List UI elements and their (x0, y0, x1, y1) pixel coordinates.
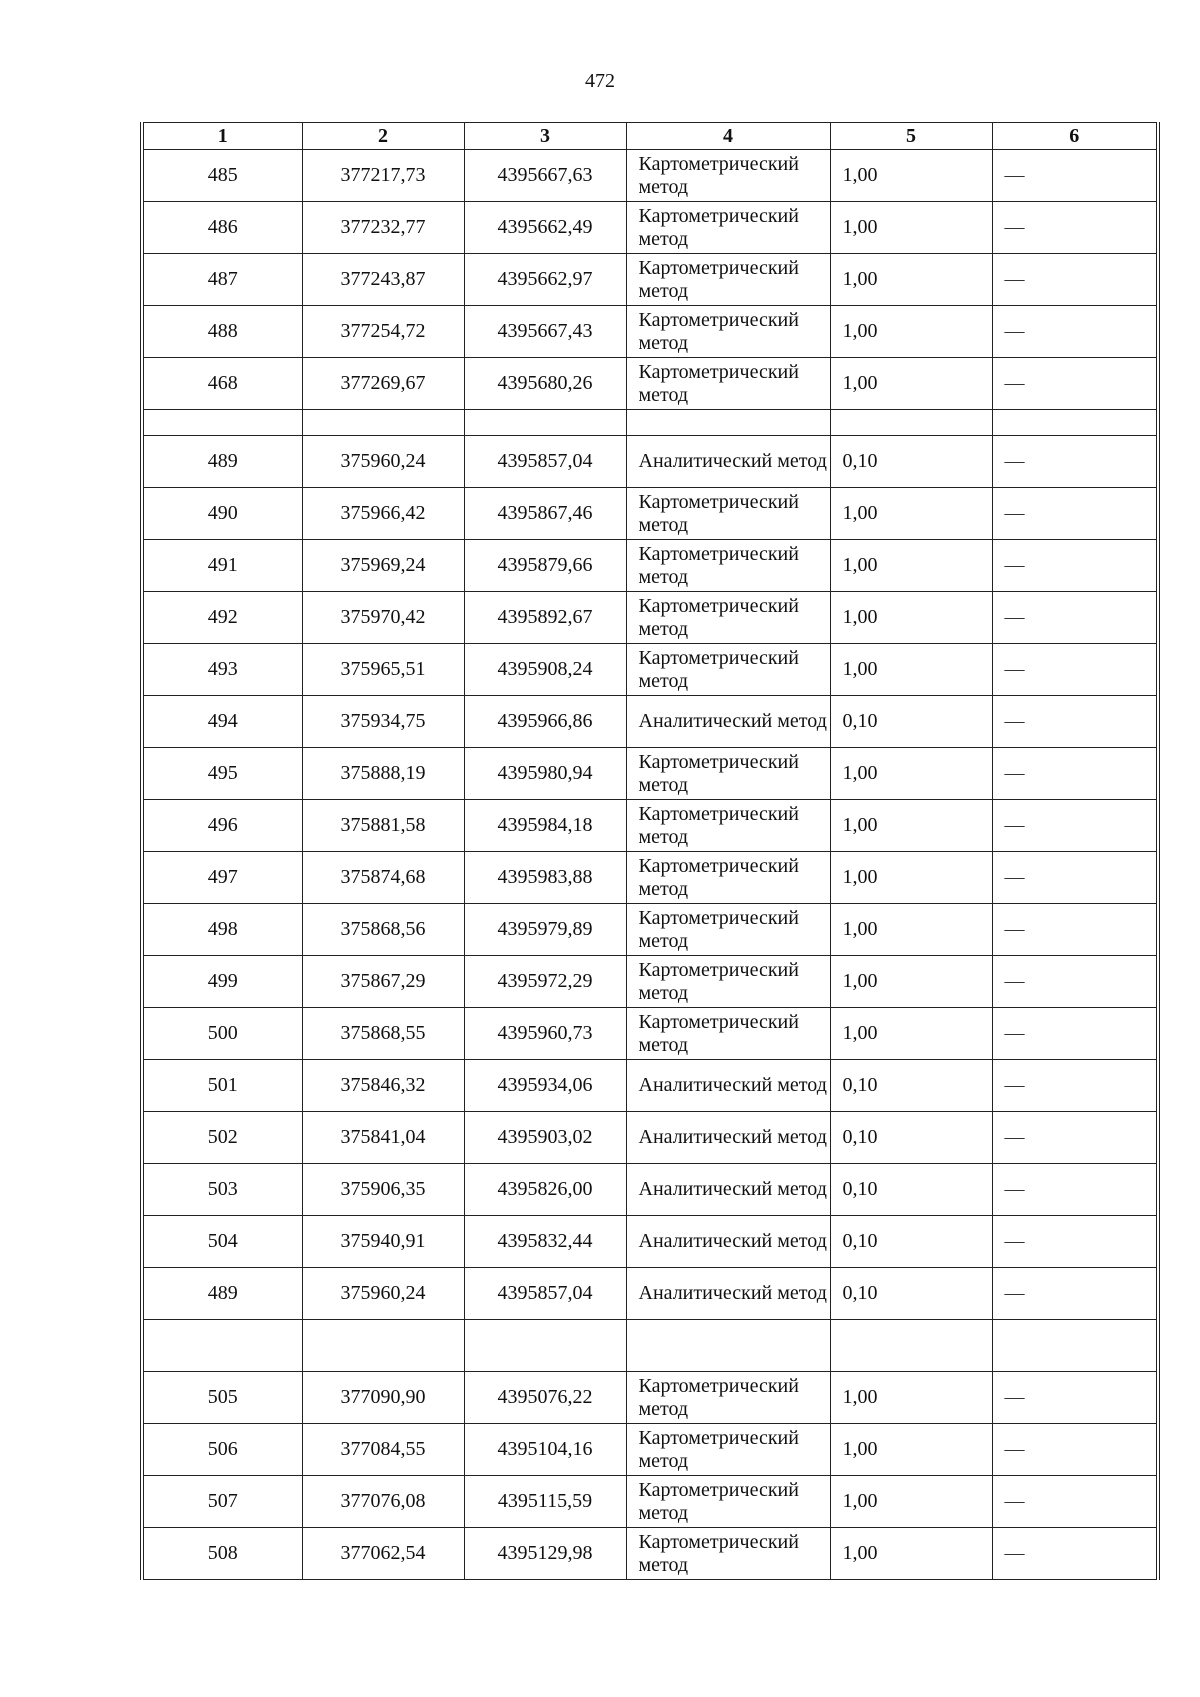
y-coordinate-cell: 4395879,66 (464, 540, 626, 592)
header-col-2: 2 (302, 123, 464, 150)
note-cell: — (992, 436, 1158, 488)
x-coordinate-cell: 375965,51 (302, 644, 464, 696)
accuracy-cell: 1,00 (830, 748, 992, 800)
note-cell: — (992, 1372, 1158, 1424)
accuracy-cell: 1,00 (830, 358, 992, 410)
method-cell: Аналитический метод (626, 1060, 830, 1112)
empty-cell (992, 410, 1158, 436)
y-coordinate-cell: 4395908,24 (464, 644, 626, 696)
empty-cell (830, 410, 992, 436)
note-cell: — (992, 150, 1158, 202)
note-cell: — (992, 800, 1158, 852)
y-coordinate-cell: 4395129,98 (464, 1528, 626, 1580)
empty-cell (302, 410, 464, 436)
method-cell: Картометрический метод (626, 254, 830, 306)
empty-cell (142, 410, 302, 436)
method-cell: Картометрический метод (626, 644, 830, 696)
x-coordinate-cell: 377232,77 (302, 202, 464, 254)
y-coordinate-cell: 4395960,73 (464, 1008, 626, 1060)
point-number-cell: 505 (142, 1372, 302, 1424)
empty-cell (464, 410, 626, 436)
method-cell: Картометрический метод (626, 852, 830, 904)
method-cell: Аналитический метод (626, 696, 830, 748)
accuracy-cell: 1,00 (830, 800, 992, 852)
accuracy-cell: 0,10 (830, 1216, 992, 1268)
method-cell: Картометрический метод (626, 306, 830, 358)
table-row (142, 1476, 1158, 1528)
table-row (142, 1164, 1158, 1216)
header-row (142, 123, 1158, 150)
method-cell: Картометрический метод (626, 1476, 830, 1528)
accuracy-cell: 0,10 (830, 1268, 992, 1320)
point-number-cell: 489 (142, 436, 302, 488)
method-cell: Аналитический метод (626, 1164, 830, 1216)
table-row (142, 1008, 1158, 1060)
x-coordinate-cell: 375960,24 (302, 436, 464, 488)
y-coordinate-cell: 4395903,02 (464, 1112, 626, 1164)
point-number-cell: 508 (142, 1528, 302, 1580)
accuracy-cell: 1,00 (830, 1372, 992, 1424)
y-coordinate-cell: 4395667,43 (464, 306, 626, 358)
note-cell: — (992, 1112, 1158, 1164)
note-cell: — (992, 748, 1158, 800)
y-coordinate-cell: 4395867,46 (464, 488, 626, 540)
accuracy-cell: 1,00 (830, 1476, 992, 1528)
y-coordinate-cell: 4395934,06 (464, 1060, 626, 1112)
method-cell: Картометрический метод (626, 904, 830, 956)
method-cell: Картометрический метод (626, 488, 830, 540)
method-cell: Картометрический метод (626, 1424, 830, 1476)
method-cell: Картометрический метод (626, 202, 830, 254)
x-coordinate-cell: 375906,35 (302, 1164, 464, 1216)
y-coordinate-cell: 4395076,22 (464, 1372, 626, 1424)
point-number-cell: 497 (142, 852, 302, 904)
note-cell: — (992, 644, 1158, 696)
x-coordinate-cell: 377254,72 (302, 306, 464, 358)
table-header (142, 123, 1158, 150)
y-coordinate-cell: 4395662,49 (464, 202, 626, 254)
table-row (142, 254, 1158, 306)
y-coordinate-cell: 4395826,00 (464, 1164, 626, 1216)
point-number-cell: 494 (142, 696, 302, 748)
y-coordinate-cell: 4395984,18 (464, 800, 626, 852)
empty-cell (302, 1320, 464, 1372)
header-col-6: 6 (992, 123, 1158, 150)
table-row (142, 488, 1158, 540)
y-coordinate-cell: 4395857,04 (464, 1268, 626, 1320)
table-row (142, 1060, 1158, 1112)
x-coordinate-cell: 375841,04 (302, 1112, 464, 1164)
x-coordinate-cell: 375934,75 (302, 696, 464, 748)
note-cell: — (992, 358, 1158, 410)
y-coordinate-cell: 4395966,86 (464, 696, 626, 748)
method-cell: Картометрический метод (626, 540, 830, 592)
accuracy-cell: 1,00 (830, 150, 992, 202)
coordinates-table (140, 122, 1160, 1580)
x-coordinate-cell: 375874,68 (302, 852, 464, 904)
note-cell: — (992, 1008, 1158, 1060)
note-cell: — (992, 1268, 1158, 1320)
note-cell: — (992, 1528, 1158, 1580)
x-coordinate-cell: 375868,56 (302, 904, 464, 956)
point-number-cell: 468 (142, 358, 302, 410)
accuracy-cell: 1,00 (830, 540, 992, 592)
table-row (142, 800, 1158, 852)
table-row (142, 904, 1158, 956)
method-cell: Картометрический метод (626, 800, 830, 852)
table-row (142, 436, 1158, 488)
accuracy-cell: 1,00 (830, 1424, 992, 1476)
table-row (142, 1424, 1158, 1476)
method-cell: Аналитический метод (626, 1216, 830, 1268)
x-coordinate-cell: 377076,08 (302, 1476, 464, 1528)
accuracy-cell: 0,10 (830, 1060, 992, 1112)
table-row (142, 1112, 1158, 1164)
y-coordinate-cell: 4395980,94 (464, 748, 626, 800)
x-coordinate-cell: 375966,42 (302, 488, 464, 540)
empty-cell (142, 1320, 302, 1372)
method-cell: Картометрический метод (626, 956, 830, 1008)
empty-cell (992, 1320, 1158, 1372)
method-cell: Картометрический метод (626, 358, 830, 410)
table-row (142, 358, 1158, 410)
x-coordinate-cell: 377062,54 (302, 1528, 464, 1580)
note-cell: — (992, 904, 1158, 956)
separator-row (142, 1320, 1158, 1372)
table-row (142, 644, 1158, 696)
note-cell: — (992, 488, 1158, 540)
y-coordinate-cell: 4395832,44 (464, 1216, 626, 1268)
accuracy-cell: 1,00 (830, 488, 992, 540)
x-coordinate-cell: 377243,87 (302, 254, 464, 306)
accuracy-cell: 1,00 (830, 956, 992, 1008)
x-coordinate-cell: 377084,55 (302, 1424, 464, 1476)
method-cell: Картометрический метод (626, 1372, 830, 1424)
y-coordinate-cell: 4395892,67 (464, 592, 626, 644)
x-coordinate-cell: 377269,67 (302, 358, 464, 410)
table-row (142, 150, 1158, 202)
x-coordinate-cell: 375881,58 (302, 800, 464, 852)
y-coordinate-cell: 4395972,29 (464, 956, 626, 1008)
point-number-cell: 502 (142, 1112, 302, 1164)
point-number-cell: 496 (142, 800, 302, 852)
point-number-cell: 485 (142, 150, 302, 202)
y-coordinate-cell: 4395667,63 (464, 150, 626, 202)
page-number: 472 (585, 70, 615, 92)
empty-cell (626, 1320, 830, 1372)
note-cell: — (992, 202, 1158, 254)
point-number-cell: 499 (142, 956, 302, 1008)
y-coordinate-cell: 4395662,97 (464, 254, 626, 306)
table-row (142, 1528, 1158, 1580)
note-cell: — (992, 956, 1158, 1008)
point-number-cell: 493 (142, 644, 302, 696)
table-row (142, 852, 1158, 904)
y-coordinate-cell: 4395979,89 (464, 904, 626, 956)
accuracy-cell: 0,10 (830, 436, 992, 488)
table-row (142, 540, 1158, 592)
accuracy-cell: 1,00 (830, 644, 992, 696)
point-number-cell: 498 (142, 904, 302, 956)
empty-cell (464, 1320, 626, 1372)
x-coordinate-cell: 375940,91 (302, 1216, 464, 1268)
y-coordinate-cell: 4395680,26 (464, 358, 626, 410)
accuracy-cell: 1,00 (830, 254, 992, 306)
header-col-1: 1 (142, 123, 302, 150)
method-cell: Картометрический метод (626, 592, 830, 644)
note-cell: — (992, 1216, 1158, 1268)
accuracy-cell: 1,00 (830, 1008, 992, 1060)
point-number-cell: 490 (142, 488, 302, 540)
accuracy-cell: 1,00 (830, 904, 992, 956)
empty-cell (626, 410, 830, 436)
method-cell: Картометрический метод (626, 748, 830, 800)
header-col-5: 5 (830, 123, 992, 150)
accuracy-cell: 1,00 (830, 592, 992, 644)
table-row (142, 956, 1158, 1008)
note-cell: — (992, 1060, 1158, 1112)
method-cell: Картометрический метод (626, 1528, 830, 1580)
x-coordinate-cell: 377090,90 (302, 1372, 464, 1424)
table-row (142, 306, 1158, 358)
point-number-cell: 507 (142, 1476, 302, 1528)
note-cell: — (992, 852, 1158, 904)
note-cell: — (992, 1476, 1158, 1528)
method-cell: Аналитический метод (626, 436, 830, 488)
table-row (142, 696, 1158, 748)
empty-cell (830, 1320, 992, 1372)
table-row (142, 748, 1158, 800)
accuracy-cell: 1,00 (830, 202, 992, 254)
header-col-4: 4 (626, 123, 830, 150)
y-coordinate-cell: 4395115,59 (464, 1476, 626, 1528)
accuracy-cell: 0,10 (830, 696, 992, 748)
accuracy-cell: 1,00 (830, 852, 992, 904)
accuracy-cell: 1,00 (830, 1528, 992, 1580)
note-cell: — (992, 306, 1158, 358)
point-number-cell: 487 (142, 254, 302, 306)
note-cell: — (992, 1424, 1158, 1476)
note-cell: — (992, 540, 1158, 592)
x-coordinate-cell: 377217,73 (302, 150, 464, 202)
note-cell: — (992, 254, 1158, 306)
method-cell: Картометрический метод (626, 150, 830, 202)
point-number-cell: 506 (142, 1424, 302, 1476)
table-body (142, 150, 1158, 1580)
y-coordinate-cell: 4395104,16 (464, 1424, 626, 1476)
x-coordinate-cell: 375960,24 (302, 1268, 464, 1320)
separator-row (142, 410, 1158, 436)
x-coordinate-cell: 375888,19 (302, 748, 464, 800)
y-coordinate-cell: 4395983,88 (464, 852, 626, 904)
method-cell: Аналитический метод (626, 1112, 830, 1164)
point-number-cell: 495 (142, 748, 302, 800)
point-number-cell: 492 (142, 592, 302, 644)
table-row (142, 1216, 1158, 1268)
x-coordinate-cell: 375969,24 (302, 540, 464, 592)
note-cell: — (992, 696, 1158, 748)
table-row (142, 202, 1158, 254)
point-number-cell: 500 (142, 1008, 302, 1060)
y-coordinate-cell: 4395857,04 (464, 436, 626, 488)
table-row (142, 592, 1158, 644)
method-cell: Аналитический метод (626, 1268, 830, 1320)
accuracy-cell: 0,10 (830, 1112, 992, 1164)
point-number-cell: 504 (142, 1216, 302, 1268)
method-cell: Картометрический метод (626, 1008, 830, 1060)
point-number-cell: 489 (142, 1268, 302, 1320)
note-cell: — (992, 592, 1158, 644)
x-coordinate-cell: 375867,29 (302, 956, 464, 1008)
point-number-cell: 486 (142, 202, 302, 254)
table-row (142, 1268, 1158, 1320)
point-number-cell: 488 (142, 306, 302, 358)
header-col-3: 3 (464, 123, 626, 150)
point-number-cell: 501 (142, 1060, 302, 1112)
accuracy-cell: 0,10 (830, 1164, 992, 1216)
note-cell: — (992, 1164, 1158, 1216)
accuracy-cell: 1,00 (830, 306, 992, 358)
x-coordinate-cell: 375970,42 (302, 592, 464, 644)
table-row (142, 1372, 1158, 1424)
x-coordinate-cell: 375868,55 (302, 1008, 464, 1060)
x-coordinate-cell: 375846,32 (302, 1060, 464, 1112)
point-number-cell: 491 (142, 540, 302, 592)
point-number-cell: 503 (142, 1164, 302, 1216)
